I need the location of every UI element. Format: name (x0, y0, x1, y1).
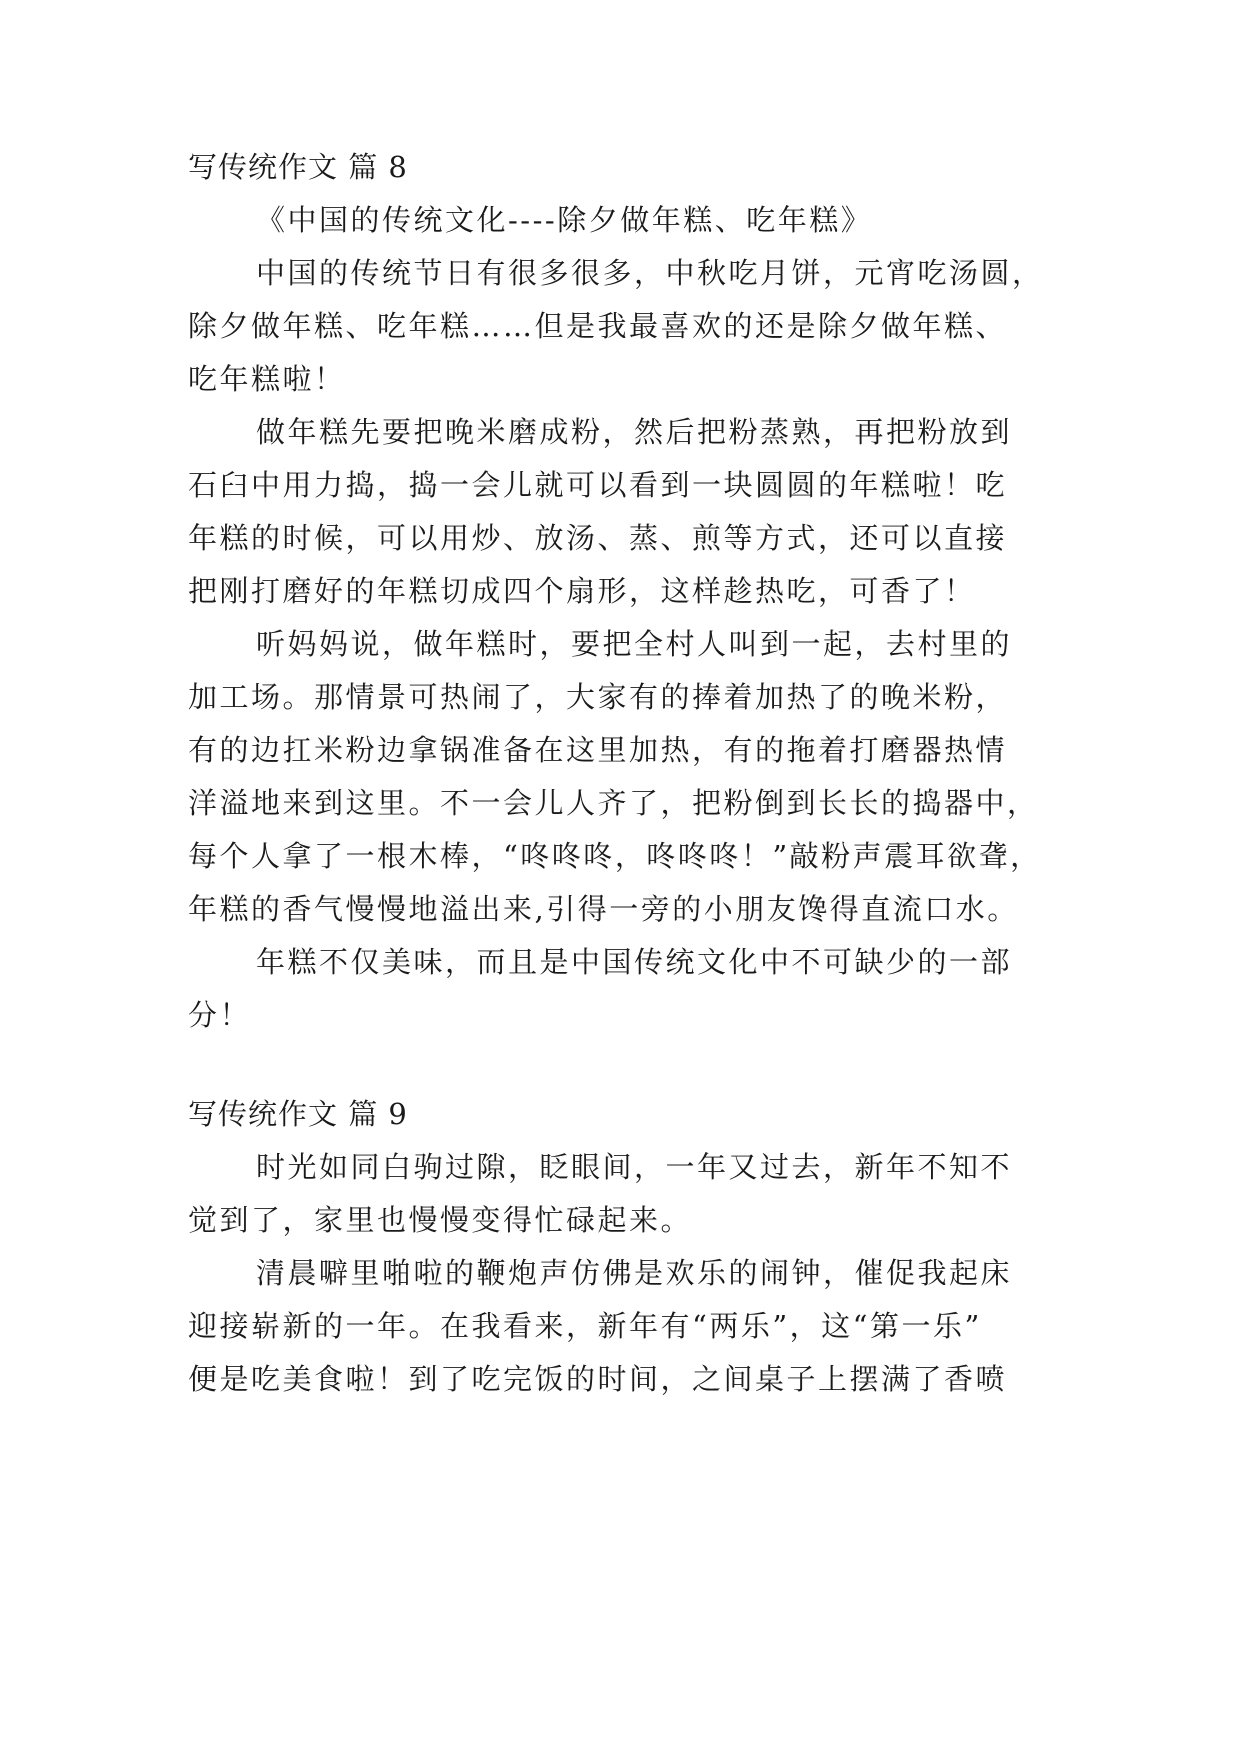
paragraph-line: 时光如同白驹过隙，眨眼间，一年又过去，新年不知不 (256, 1150, 1013, 1184)
paragraph-line: 迎接崭新的一年。在我看来，新年有“两乐”，这“第一乐” (188, 1309, 982, 1343)
paragraph-line: 石臼中用力捣，捣一会儿就可以看到一块圆圆的年糕啦！吃 (188, 468, 1008, 502)
paragraph-line: 年糕不仅美味，而且是中国传统文化中不可缺少的一部 (256, 945, 1013, 979)
section-heading: 写传统作文 篇 8 (188, 150, 408, 184)
paragraph-line: 把刚打磨好的年糕切成四个扇形，这样趁热吃，可香了！ (188, 574, 976, 608)
paragraph-line: 年糕的香气慢慢地溢出来,引得一旁的小朋友馋得直流口水。 (188, 892, 1019, 926)
paragraph-line: 加工场。那情景可热闹了，大家有的捧着加热了的晚米粉， (188, 680, 1008, 714)
paragraph-line: 除夕做年糕、吃年糕……但是我最喜欢的还是除夕做年糕、 (188, 309, 1008, 343)
paragraph-line: 每个人拿了一根木棒，“咚咚咚，咚咚咚！”敲粉声震耳欲聋， (188, 839, 1042, 873)
paragraph-line: 觉到了，家里也慢慢变得忙碌起来。 (188, 1203, 693, 1237)
paragraph-line: 做年糕先要把晚米磨成粉，然后把粉蒸熟，再把粉放到 (256, 415, 1013, 449)
paragraph-line: 洋溢地来到这里。不一会儿人齐了，把粉倒到长长的捣器中， (188, 786, 1039, 820)
paragraph-line: 吃年糕啦！ (188, 362, 346, 396)
paragraph-line: 有的边扛米粉边拿锅准备在这里加热，有的拖着打磨器热情 (188, 733, 1008, 767)
paragraph-line: 便是吃美食啦！到了吃完饭的时间，之间桌子上摆满了香喷 (188, 1362, 1008, 1396)
section-heading: 写传统作文 篇 9 (188, 1097, 408, 1131)
paragraph-line: 分！ (188, 998, 252, 1032)
paragraph-line: 清晨噼里啪啦的鞭炮声仿佛是欢乐的闹钟，催促我起床 (256, 1256, 1013, 1290)
paragraph-line: 中国的传统节日有很多很多，中秋吃月饼，元宵吃汤圆， (256, 256, 1044, 290)
paragraph-line: 年糕的时候，可以用炒、放汤、蒸、煎等方式，还可以直接 (188, 521, 1008, 555)
essay-title: 《中国的传统文化----除夕做年糕、吃年糕》 (256, 203, 873, 237)
paragraph-line: 听妈妈说，做年糕时，要把全村人叫到一起，去村里的 (256, 627, 1013, 661)
